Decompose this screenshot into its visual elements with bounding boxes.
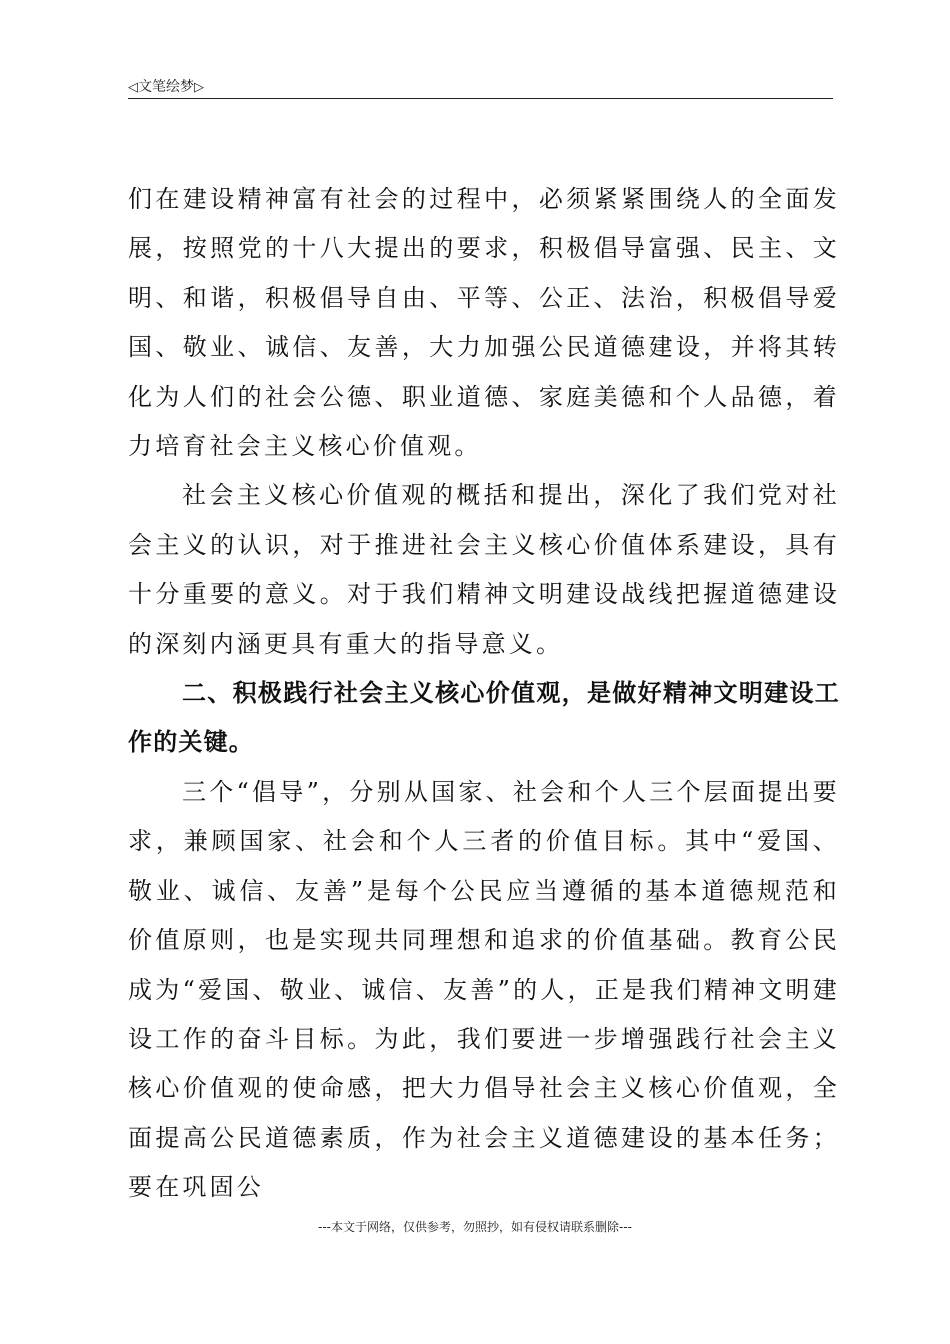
section-heading: 二、积极践行社会主义核心价值观，是做好精神文明建设工作的关键。 — [128, 679, 840, 757]
header-title — [128, 76, 204, 96]
page-footer: ---本文于网络，仅供参考，勿照抄，如有侵权请联系删除--- — [318, 1220, 632, 1234]
paragraph-body: 三个“倡导”，分别从国家、社会和个人三个层面提出要求，兼顾国家、社会和个人三者的价值目标。其中“爱国、敬业、诚信、友善”是每个公民应当遵循的基本道德规范和价值原则，也是实现共同理想和追求的价值基础。教育公民成为“爱国、敬业、诚信、友善”的人，正是我们精神文明建设工作的奋斗目标。为此，我们要进一步增强践行社会主义核心价值观的使命感，把大力倡导社会主义核心价值观，全面提高公民道德素质，作为社会主义道德建设的基本任务；要在巩固公 — [128, 777, 840, 1202]
left-triangle-icon: ◁ — [128, 80, 138, 95]
paragraph-body: 社会主义核心价值观的概括和提出，深化了我们党对社会主义的认识，对于推进社会主义核心价值体系建设，具有十分重要的意义。对于我们精神文明建设战线把握道德建设的深刻内涵更具有重大的指导意义。 — [128, 481, 840, 658]
paragraph-continuation: 们在建设精神富有社会的过程中，必须紧紧围绕人的全面发展，按照党的十八大提出的要求，积极倡导富强、民主、文明、和谐，积极倡导自由、平等、公正、法治，积极倡导爱国、敬业、诚信、友善，大力加强公民道德建设，并将其转化为人们的社会公德、职业道德、家庭美德和个人品德，着力培育社会主义核心价值观。 — [128, 185, 840, 461]
right-triangle-icon: ▷ — [194, 80, 204, 95]
document-body — [128, 175, 840, 1213]
page-header — [128, 74, 833, 99]
header-title-text: 文笔绘梦 — [138, 79, 194, 95]
